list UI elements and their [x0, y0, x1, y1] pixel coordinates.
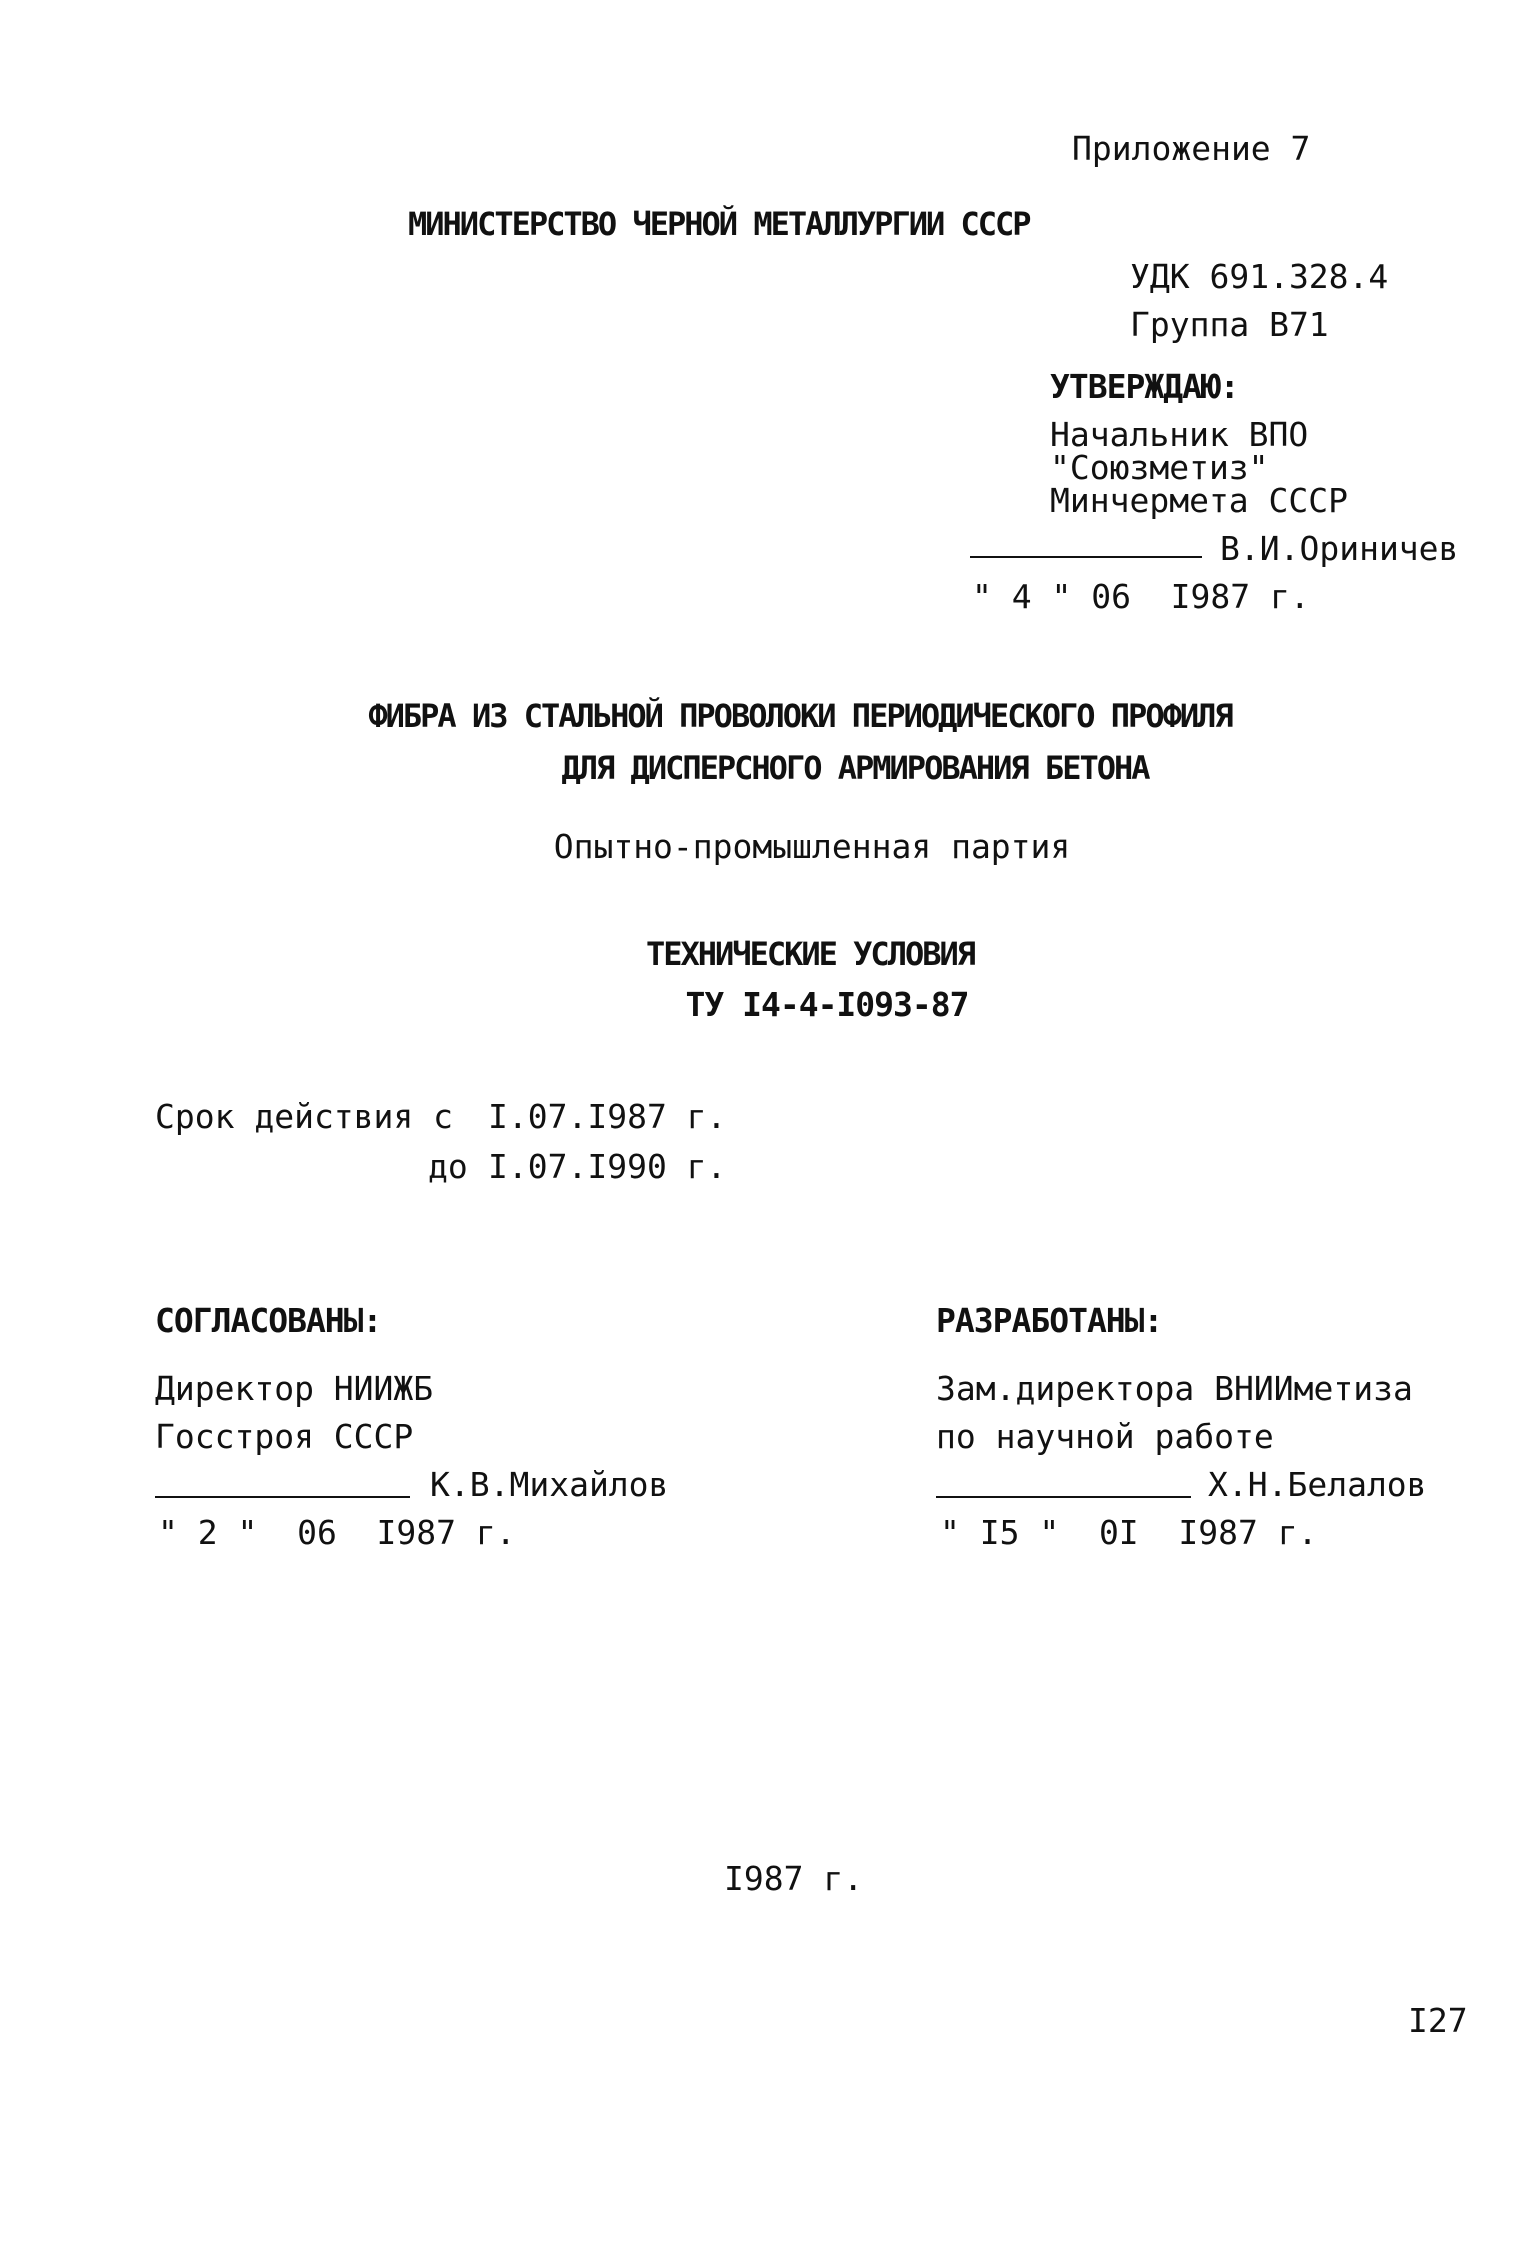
- developed-signer: Х.Н.Белалов: [1208, 1465, 1427, 1504]
- agreed-position: Директор НИИЖБ: [155, 1369, 434, 1408]
- agreed-signer: К.В.Михайлов: [430, 1465, 669, 1504]
- developed-date: " I5 " 0I I987 г.: [940, 1513, 1318, 1552]
- batch-label: Опытно-промышленная партия: [553, 827, 1071, 866]
- agreed-organization: Госстроя СССР: [155, 1417, 414, 1456]
- validity-from-date: I.07.I987 г.: [488, 1097, 727, 1136]
- spec-code: ТУ I4-4-I093-87: [685, 985, 969, 1024]
- ministry-name: МИНИСТЕРСТВО ЧЕРНОЙ МЕТАЛЛУРГИИ СССР: [408, 205, 1030, 243]
- developed-header: РАЗРАБОТАНЫ:: [936, 1301, 1163, 1340]
- developed-position: Зам.директора ВНИИметиза: [936, 1369, 1413, 1408]
- approval-signer: В.И.Ориничев: [1220, 529, 1459, 568]
- document-year: I987 г.: [724, 1859, 864, 1898]
- developed-department: по научной работе: [936, 1417, 1274, 1456]
- approval-organization: "Союзметиз": [1050, 448, 1269, 487]
- developed-signature-line: [936, 1496, 1191, 1498]
- validity-to-date: I.07.I990 г.: [488, 1147, 727, 1186]
- agreed-date: " 2 " 06 I987 г.: [158, 1513, 516, 1552]
- approval-header: УТВЕРЖДАЮ:: [1050, 367, 1239, 406]
- agreed-header: СОГЛАСОВАНЫ:: [155, 1301, 382, 1340]
- validity-from-label: Срок действия с: [155, 1097, 454, 1136]
- validity-to-label: до: [428, 1147, 468, 1186]
- agreed-signature-line: [155, 1496, 410, 1498]
- approval-position: Начальник ВПО: [1050, 415, 1309, 454]
- document-title-line-2: ДЛЯ ДИСПЕРСНОГО АРМИРОВАНИЯ БЕТОНА: [561, 749, 1149, 787]
- group-code: Группа В71: [1130, 305, 1329, 344]
- approval-signature-line: [970, 556, 1202, 558]
- approval-date: " 4 " 06 I987 г.: [972, 577, 1310, 616]
- appendix-label: Приложение 7: [1072, 129, 1311, 168]
- document-title-line-1: ФИБРА ИЗ СТАЛЬНОЙ ПРОВОЛОКИ ПЕРИОДИЧЕСКОГО ПРОФИЛЯ: [368, 697, 1232, 735]
- page-number: I27: [1408, 2001, 1468, 2040]
- spec-name: ТЕХНИЧЕСКИЕ УСЛОВИЯ: [645, 935, 975, 973]
- udk-code: УДК 691.328.4: [1130, 257, 1389, 296]
- approval-ministry: Минчермета СССР: [1050, 481, 1349, 520]
